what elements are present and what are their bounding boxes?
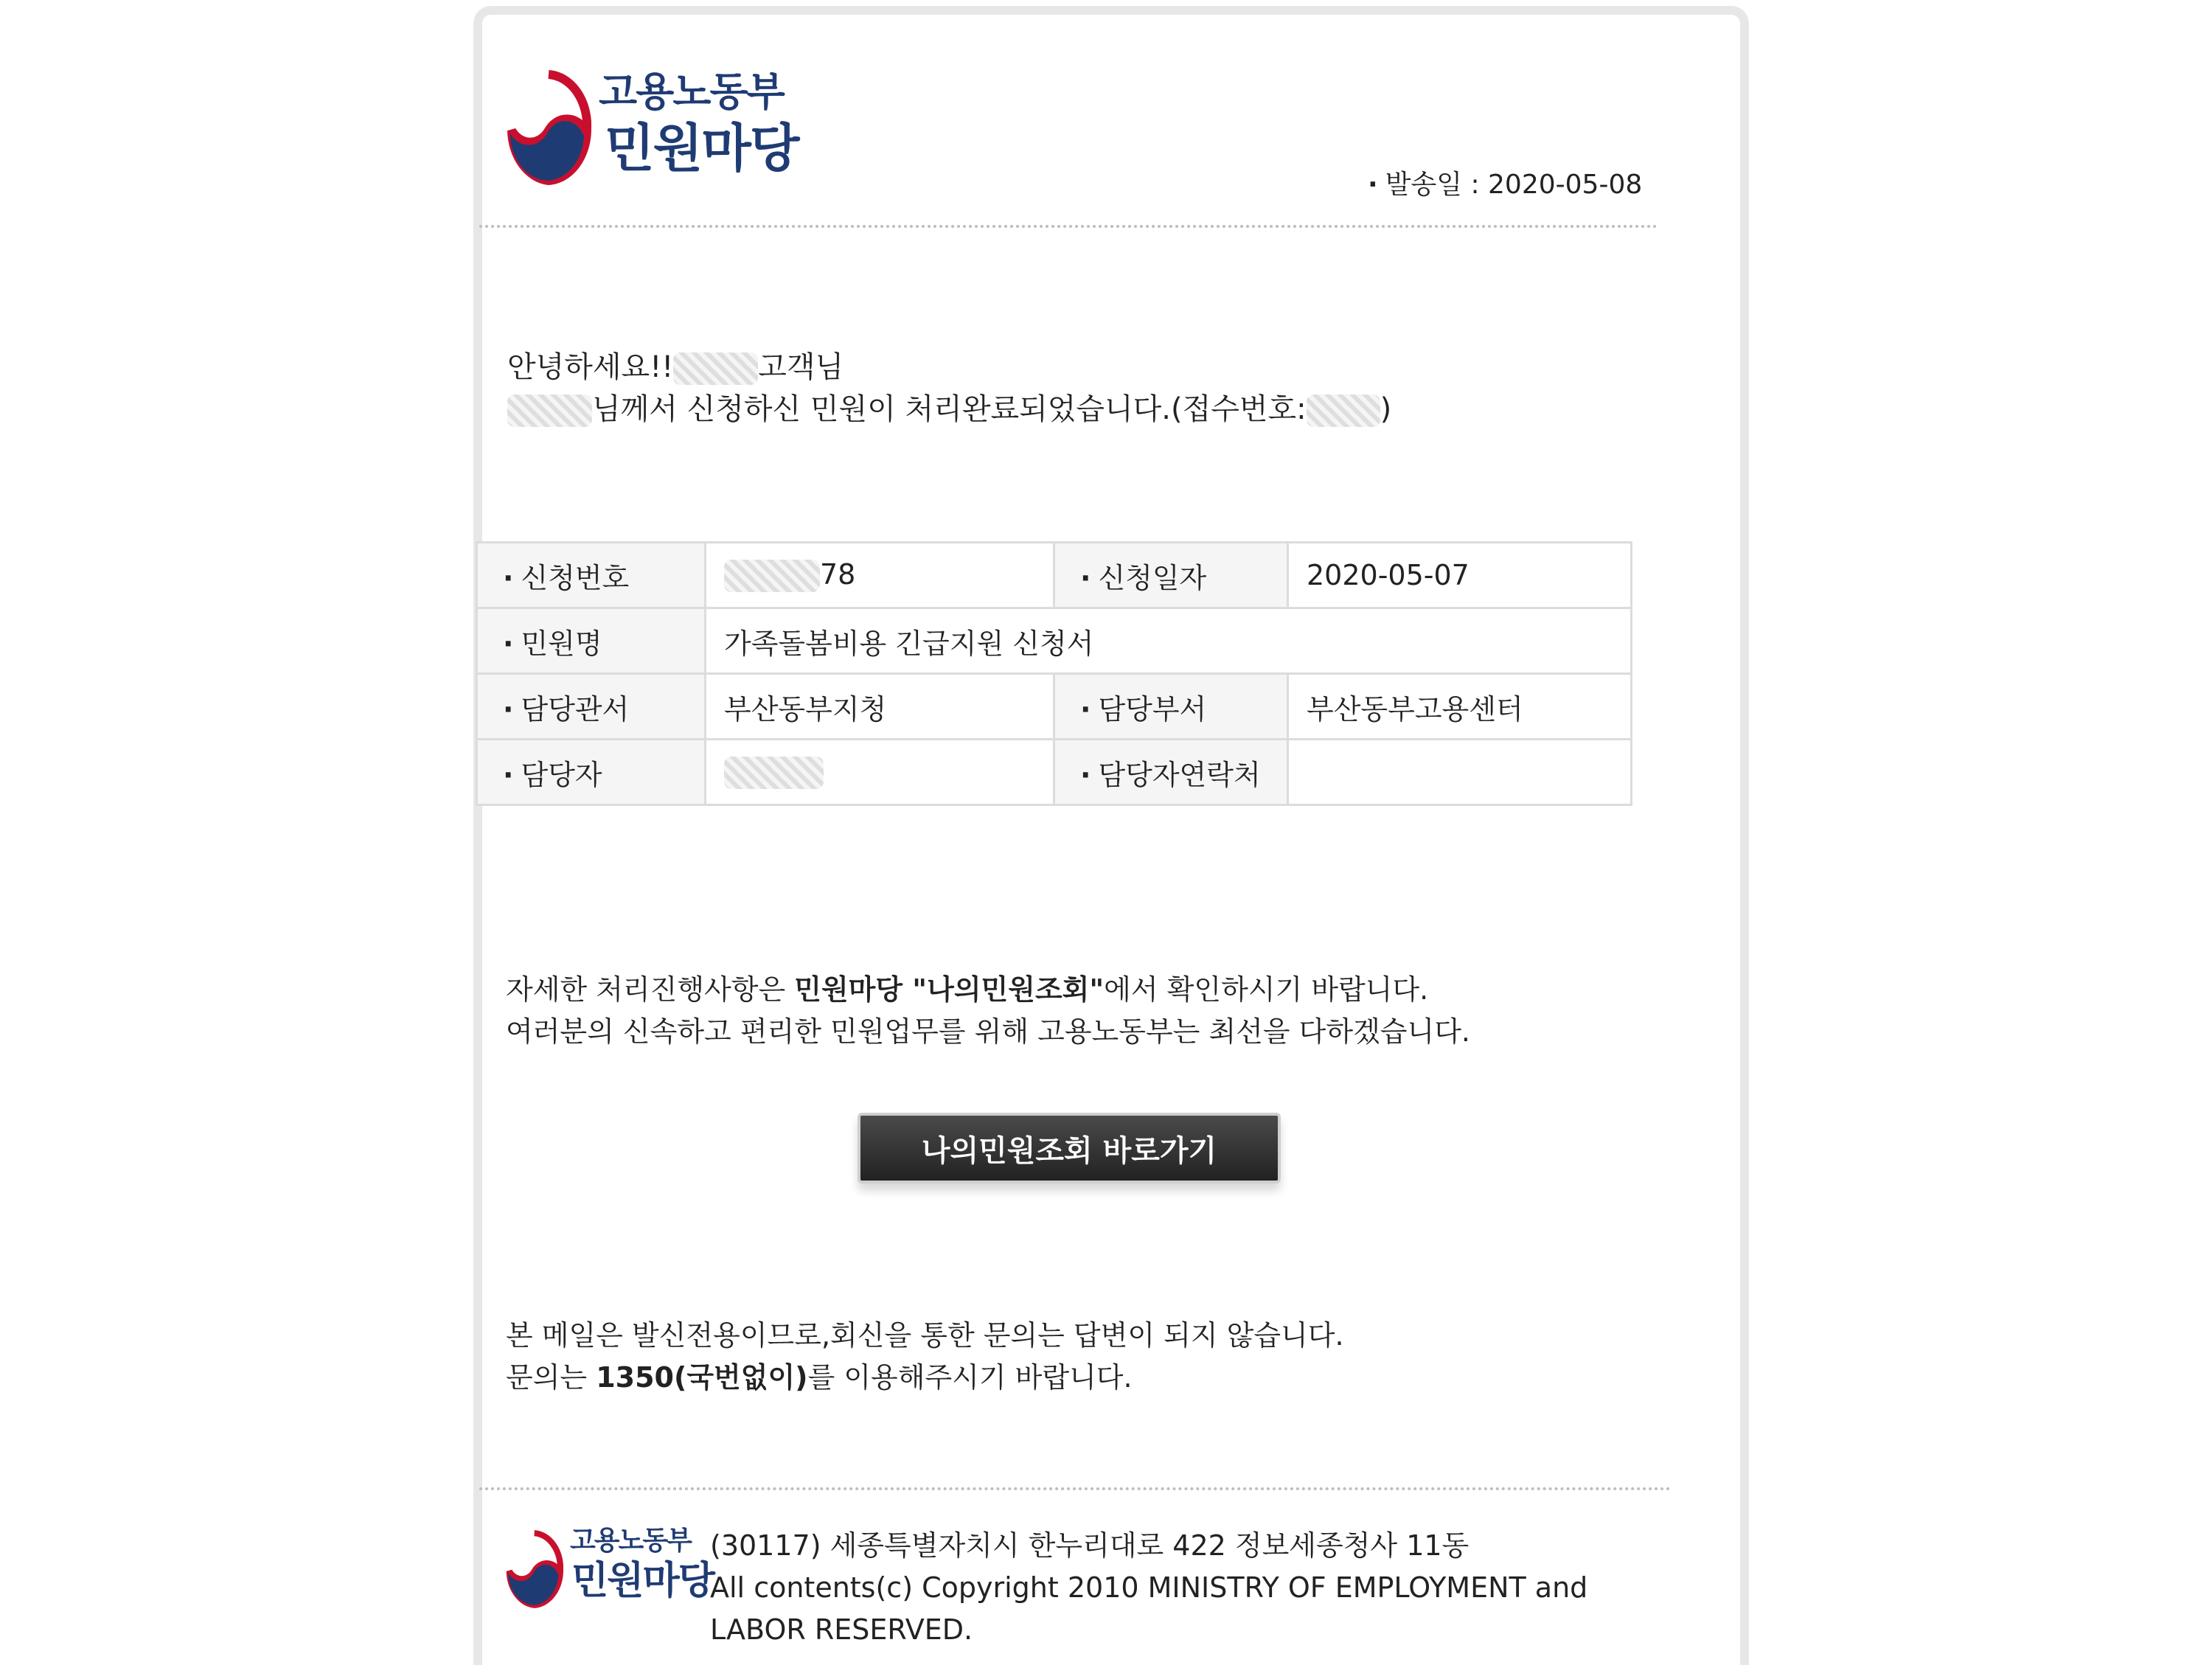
hotline-number: 1350(국번없이) [596, 1361, 808, 1394]
logo-title-ministry: 고용노동부 [599, 69, 784, 115]
footer-divider [479, 1487, 1671, 1490]
notice-text: 자세한 처리진행사항은 민원마당 "나의민원조회"에서 확인하시기 바랍니다. 여러분의 신속하고 편리한 민원업무를 위해 고용노동부는 최선을 다하겠습니다. [506, 973, 1470, 1048]
contact-label: 담당자연락처 [1098, 758, 1261, 791]
person-label: 담당자 [521, 758, 602, 791]
application-number-value: 78 [820, 557, 856, 591]
office-label: 담당관서 [521, 692, 630, 726]
redacted-person-name [724, 757, 824, 789]
contact-value [1288, 740, 1632, 805]
logo-title-portal: 민원마당 [605, 118, 799, 178]
greeting-line-1: 안녕하세요!! 고객님 [507, 350, 844, 384]
department-label: 담당부서 [1098, 692, 1207, 726]
application-date-label: 신청일자 [1098, 561, 1207, 594]
petition-name-value: 가족돌봄비용 긴급지원 신청서 [706, 608, 1632, 674]
header-divider [479, 225, 1658, 228]
redacted-name [507, 394, 592, 427]
footer-info [710, 1525, 1654, 1651]
table-row: · 담당자 · 담당자연락처 [477, 740, 1632, 805]
greeting-line-2: 님께서 신청하신 민원이 처리완료되었습니다.(접수번호: ) [507, 394, 1391, 427]
portal-link-text: 민원마당 "나의민원조회" [794, 973, 1105, 1006]
sent-date: · 발송일 : 2020-05-08 [1368, 170, 1643, 200]
footer-logo-title-ministry: 고용노동부 [570, 1526, 691, 1556]
table-row: · 신청번호 78 · 신청일자 2020-05-07 [477, 543, 1632, 608]
ministry-logo-icon [504, 69, 591, 187]
application-number-label: 신청번호 [521, 561, 630, 594]
footer-address: (30117) 세종특별자치시 한누리대로 422 정보세종청사 11동 [710, 1529, 1470, 1562]
table-row: · 민원명 가족돌봄비용 긴급지원 신청서 [477, 608, 1632, 674]
petition-name-label: 민원명 [521, 627, 602, 660]
redacted-application-number [724, 560, 820, 592]
table-row: · 담당관서 부산동부지청 · 담당부서 부산동부고용센터 [477, 674, 1632, 740]
footer-copyright: All contents(c) Copyright 2010 MINISTRY OF EMPLOYMENT and LABOR RESERVED. [710, 1571, 1588, 1646]
redacted-receipt-number [1307, 394, 1380, 427]
footer-logo-title-portal: 민원마당 [571, 1559, 714, 1603]
office-value: 부산동부지청 [706, 674, 1054, 740]
redacted-name [673, 352, 758, 385]
my-petition-lookup-button[interactable]: 나의민원조회 바로가기 [858, 1113, 1281, 1183]
reply-notice-text: 본 메일은 발신전용이므로,회신을 통한 문의는 답변이 되지 않습니다. 문의는 1350(국번없이)를 이용해주시기 바랍니다. [506, 1319, 1344, 1394]
email-frame [473, 6, 1749, 1665]
department-value: 부산동부고용센터 [1288, 674, 1632, 740]
petition-info-table [476, 541, 1632, 806]
application-date-value: 2020-05-07 [1288, 543, 1632, 608]
footer-ministry-logo-icon [504, 1529, 563, 1610]
